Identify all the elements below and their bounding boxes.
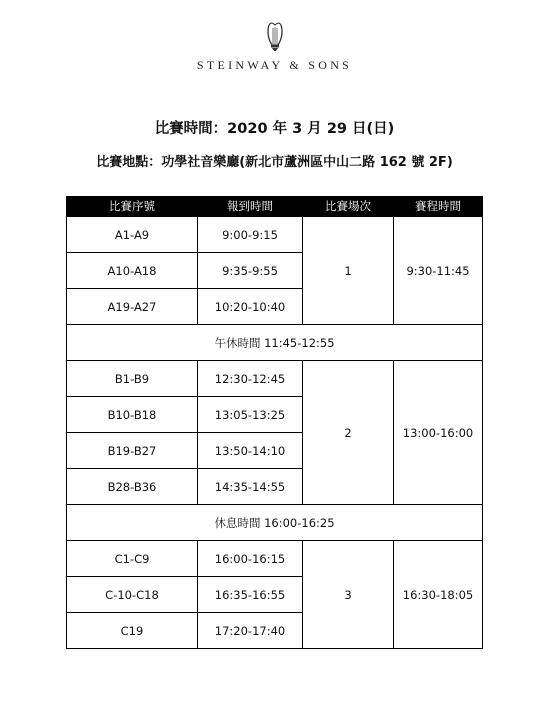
table-header-row — [67, 196, 483, 217]
checkin-time: 16:35-16:55 — [198, 577, 303, 613]
event-date-title: 比賽時間：2020 年 3 月 29 日(日) — [154, 121, 395, 137]
session-number: 2 — [303, 361, 394, 505]
break-text: 午休時間 11:45-12:55 — [67, 325, 483, 361]
checkin-time: 10:20-10:40 — [198, 289, 303, 325]
steinway-logo — [0, 20, 549, 73]
checkin-time: 16:00-16:15 — [198, 541, 303, 577]
group-number: B28-B36 — [67, 469, 198, 505]
group-number: B10-B18 — [67, 397, 198, 433]
group-number: A19-A27 — [67, 289, 198, 325]
group-number: B1-B9 — [67, 361, 198, 397]
header-session: 比賽場次 — [303, 196, 394, 217]
table-row — [67, 541, 483, 577]
lyre-icon — [263, 20, 287, 52]
lunch-break-row — [67, 325, 483, 361]
group-number: C-10-C18 — [67, 577, 198, 613]
group-number: B19-B27 — [67, 433, 198, 469]
header-schedule: 賽程時間 — [394, 196, 483, 217]
group-number: C19 — [67, 613, 198, 649]
schedule-time: 13:00-16:00 — [394, 361, 483, 505]
header-checkin: 報到時間 — [198, 196, 303, 217]
checkin-time: 9:35-9:55 — [198, 253, 303, 289]
table-row — [67, 361, 483, 397]
checkin-time: 12:30-12:45 — [198, 361, 303, 397]
group-number: A10-A18 — [67, 253, 198, 289]
session-number: 3 — [303, 541, 394, 649]
venue-line: 比賽地點：功學社音樂廳(新北市蘆洲區中山二路 162 號 2F) — [96, 155, 453, 170]
schedule-time: 9:30-11:45 — [394, 217, 483, 325]
checkin-time: 13:05-13:25 — [198, 397, 303, 433]
group-number: A1-A9 — [67, 217, 198, 253]
header-number: 比賽序號 — [67, 196, 198, 217]
table-row — [67, 217, 483, 253]
session-number: 1 — [303, 217, 394, 325]
schedule-table — [66, 196, 483, 649]
checkin-time: 13:50-14:10 — [198, 433, 303, 469]
break-text: 休息時間 16:00-16:25 — [67, 505, 483, 541]
checkin-time: 17:20-17:40 — [198, 613, 303, 649]
schedule-time: 16:30-18:05 — [394, 541, 483, 649]
rest-break-row — [67, 505, 483, 541]
brand-name: STEINWAY & SONS — [196, 58, 353, 72]
checkin-time: 9:00-9:15 — [198, 217, 303, 253]
group-number: C1-C9 — [67, 541, 198, 577]
checkin-time: 14:35-14:55 — [198, 469, 303, 505]
